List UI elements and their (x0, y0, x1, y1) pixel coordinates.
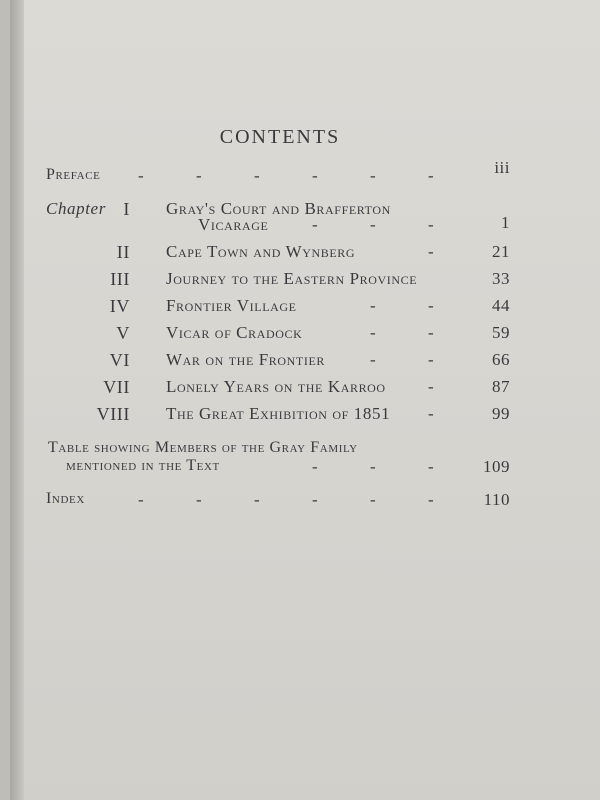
leader-dash: - (196, 166, 203, 185)
leader-dash: - (138, 490, 145, 509)
chapter-number: IV (109, 296, 130, 316)
chapter-number: III (110, 269, 130, 289)
book-page (10, 0, 600, 800)
chapter-title: Journey to the Eastern Province (166, 269, 418, 288)
page-number: 110 (483, 490, 510, 509)
leader-dash: - (312, 215, 319, 234)
chapter-number: II (116, 242, 130, 262)
leader-dash: - (254, 166, 261, 185)
leader-dash: - (428, 377, 435, 396)
leader-dash: - (312, 457, 319, 476)
leader-dash: - (138, 166, 145, 185)
leader-dash: - (428, 350, 435, 369)
page-number: 99 (492, 404, 510, 423)
chapter-number: V (116, 323, 130, 343)
page-number: 87 (492, 377, 510, 396)
leader-dash: - (428, 404, 435, 423)
toc-label: Index (46, 490, 85, 507)
chapter-title: Gray's Court and Brafferton (166, 199, 391, 218)
leader-dash: - (196, 490, 203, 509)
page-number: 109 (483, 457, 510, 476)
leader-dash: - (312, 166, 319, 185)
chapter-title: War on the Frontier (166, 350, 325, 369)
leader-dash: - (370, 490, 377, 509)
chapter-number: VI (109, 350, 130, 370)
leader-dash: - (428, 296, 435, 315)
page-number: 66 (492, 350, 510, 369)
leader-dash: - (370, 215, 377, 234)
leader-dash: - (428, 166, 435, 185)
leader-dash: - (428, 490, 435, 509)
leader-dash: - (428, 215, 435, 234)
leader-dash: - (370, 166, 377, 185)
page-number: 44 (492, 296, 510, 315)
leader-dash: - (370, 323, 377, 342)
chapter-title: Vicar of Cradock (166, 323, 303, 342)
chapter-title: The Great Exhibition of 1851 (166, 404, 391, 423)
chapter-title: Lonely Years on the Karroo (166, 377, 386, 396)
toc-label: Preface (46, 166, 101, 183)
leader-dash: - (428, 323, 435, 342)
leader-dash: - (370, 350, 377, 369)
page-number: 33 (492, 269, 510, 288)
leader-dash: - (312, 490, 319, 509)
page-number: 1 (501, 213, 510, 232)
chapter-number: VII (103, 377, 130, 397)
leader-dash: - (428, 457, 435, 476)
chapter-title: Cape Town and Wynberg (166, 242, 356, 261)
toc-label-cont: mentioned in the Text (66, 457, 220, 474)
leader-dash: - (428, 242, 435, 261)
page-gutter (10, 0, 24, 800)
page-title: CONTENTS (219, 126, 341, 148)
leader-dash: - (370, 296, 377, 315)
leader-dash: - (254, 490, 261, 509)
chapter-number: VIII (96, 404, 130, 424)
page-number: 21 (492, 242, 510, 261)
toc-label: Table showing Members of the Gray Family (48, 439, 358, 456)
page-number: 59 (492, 323, 510, 342)
chapter-title: Frontier Village (166, 296, 297, 315)
chapter-label: Chapter (46, 199, 106, 218)
leader-dash: - (370, 457, 377, 476)
chapter-title-cont: Vicarage (198, 215, 269, 234)
chapter-number: I (123, 199, 130, 219)
page-number: iii (494, 158, 510, 177)
